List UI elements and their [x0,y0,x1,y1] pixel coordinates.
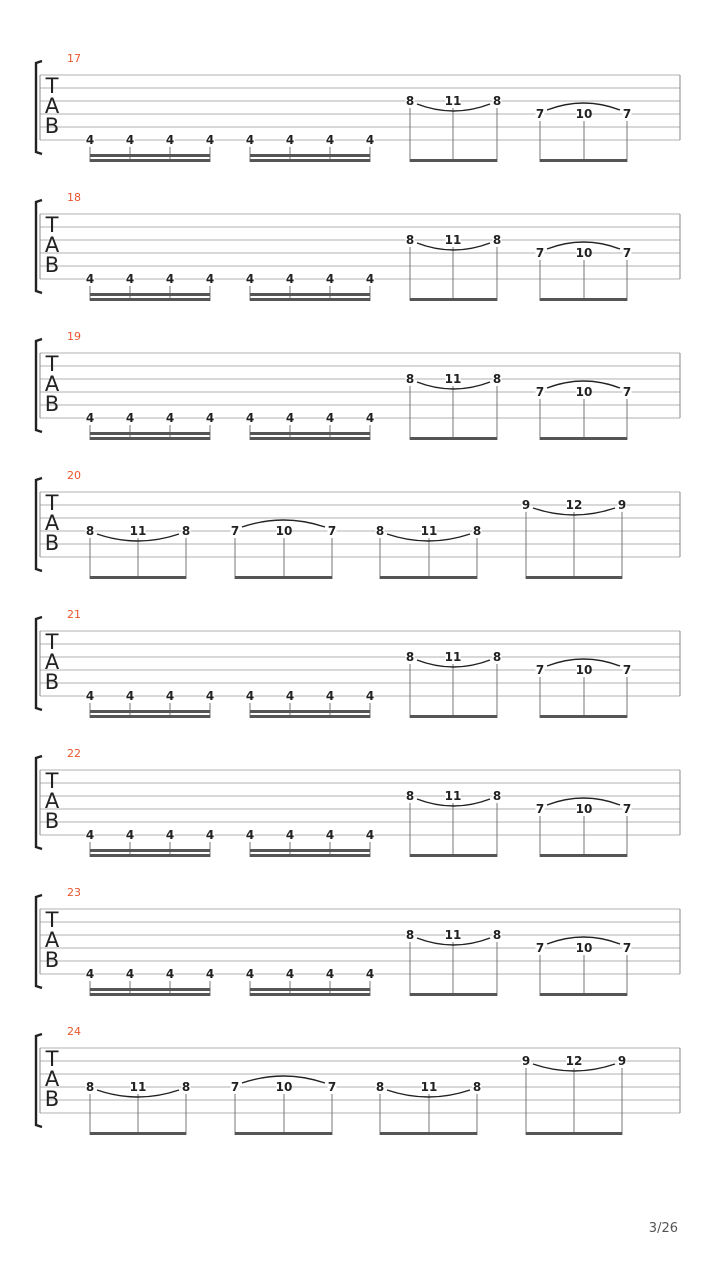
fret-number: 4 [125,828,135,842]
fret-number: 7 [535,107,545,121]
tab-clef-letter: B [44,1087,60,1111]
note-beam [250,854,370,857]
fret-number: 4 [245,967,255,981]
fret-number: 8 [405,928,415,942]
note-beam [90,159,210,162]
measure-number: 21 [67,608,81,621]
tab-system [36,52,680,162]
tab-clef-letter: A [44,650,60,674]
fret-number: 4 [165,272,175,286]
fret-number: 10 [575,385,593,399]
fret-number: 4 [205,828,215,842]
fret-number: 11 [444,372,462,386]
tab-system [36,886,680,996]
tab-system [36,1025,680,1135]
fret-number: 4 [245,411,255,425]
measure-number: 24 [67,1025,81,1038]
note-beam [540,298,627,301]
fret-number: 8 [472,524,482,538]
note-beam [235,576,332,579]
tab-system [36,330,680,440]
note-beam-secondary [90,849,210,852]
fret-number: 4 [85,967,95,981]
note-beam [250,715,370,718]
note-beam-secondary [250,710,370,713]
tab-clef-letter: A [44,928,60,952]
fret-number: 8 [405,94,415,108]
tab-clef-letter: T [45,1047,59,1071]
fret-number: 4 [325,689,335,703]
fret-number: 4 [325,133,335,147]
tab-clef-letter: A [44,372,60,396]
tab-clef-letter: T [45,630,59,654]
fret-number: 4 [125,967,135,981]
note-beam [90,576,186,579]
fret-number: 4 [325,967,335,981]
fret-number: 4 [205,411,215,425]
tab-system [36,191,680,301]
fret-number: 4 [245,272,255,286]
fret-number: 7 [622,246,632,260]
measure-number: 19 [67,330,81,343]
fret-number: 11 [420,524,438,538]
fret-number: 4 [365,828,375,842]
fret-number: 4 [285,828,295,842]
fret-number: 9 [617,1054,627,1068]
fret-number: 4 [125,272,135,286]
fret-number: 9 [617,498,627,512]
fret-number: 4 [125,411,135,425]
note-beam [90,854,210,857]
fret-number: 8 [492,233,502,247]
note-beam-secondary [250,849,370,852]
fret-number: 4 [85,133,95,147]
fret-number: 11 [420,1080,438,1094]
fret-number: 10 [275,1080,293,1094]
fret-number: 8 [181,524,191,538]
fret-number: 7 [327,1080,337,1094]
fret-number: 4 [325,411,335,425]
fret-number: 4 [125,689,135,703]
measure-number: 18 [67,191,81,204]
tab-clef-letter: A [44,233,60,257]
fret-number: 4 [365,272,375,286]
fret-number: 11 [444,789,462,803]
fret-number: 4 [205,967,215,981]
measure-number: 20 [67,469,81,482]
fret-number: 4 [285,967,295,981]
tab-clef-letter: B [44,114,60,138]
fret-number: 4 [205,272,215,286]
fret-number: 4 [365,133,375,147]
fret-number: 4 [165,828,175,842]
fret-number: 8 [85,524,95,538]
note-beam [410,854,497,857]
tab-clef-letter: B [44,809,60,833]
note-beam-secondary [250,432,370,435]
note-beam [380,1132,477,1135]
fret-number: 9 [521,1054,531,1068]
note-beam [410,298,497,301]
tab-clef-letter: T [45,769,59,793]
fret-number: 8 [492,789,502,803]
fret-number: 12 [565,498,583,512]
fret-number: 11 [444,94,462,108]
fret-number: 8 [375,1080,385,1094]
fret-number: 8 [181,1080,191,1094]
note-beam-secondary [250,154,370,157]
fret-number: 4 [205,133,215,147]
page-number: 3/26 [648,1221,678,1236]
note-beam [410,993,497,996]
fret-number: 4 [285,689,295,703]
note-beam [540,715,627,718]
fret-number: 7 [535,385,545,399]
tab-clef-letter: A [44,789,60,813]
note-beam [90,437,210,440]
fret-number: 8 [405,372,415,386]
note-beam-secondary [90,154,210,157]
fret-number: 8 [472,1080,482,1094]
note-beam [250,437,370,440]
fret-number: 8 [492,928,502,942]
note-beam [90,993,210,996]
fret-number: 8 [492,372,502,386]
fret-number: 8 [492,650,502,664]
fret-number: 8 [405,650,415,664]
fret-number: 8 [405,233,415,247]
fret-number: 4 [285,272,295,286]
note-beam [235,1132,332,1135]
tab-clef-letter: B [44,253,60,277]
fret-number: 8 [492,94,502,108]
tab-system [36,608,680,718]
tab-clef-letter: B [44,531,60,555]
fret-number: 11 [444,928,462,942]
note-beam-secondary [90,710,210,713]
fret-number: 4 [325,828,335,842]
note-beam-secondary [90,432,210,435]
fret-number: 4 [85,828,95,842]
fret-number: 7 [622,802,632,816]
note-beam [380,576,477,579]
fret-number: 7 [230,524,240,538]
fret-number: 4 [85,272,95,286]
fret-number: 4 [245,689,255,703]
fret-number: 7 [327,524,337,538]
fret-number: 10 [575,107,593,121]
fret-number: 7 [535,941,545,955]
fret-number: 4 [365,411,375,425]
tab-system [36,747,680,857]
fret-number: 10 [575,246,593,260]
note-beam-secondary [250,293,370,296]
fret-number: 7 [535,802,545,816]
note-beam-secondary [90,293,210,296]
measure-number: 22 [67,747,81,760]
fret-number: 8 [85,1080,95,1094]
tab-clef-letter: A [44,511,60,535]
fret-number: 4 [165,133,175,147]
note-beam [90,715,210,718]
tab-clef-letter: B [44,392,60,416]
fret-number: 7 [230,1080,240,1094]
tab-clef-letter: A [44,94,60,118]
note-beam [250,159,370,162]
fret-number: 10 [575,941,593,955]
fret-number: 10 [275,524,293,538]
fret-number: 11 [129,524,147,538]
tab-clef-letter: B [44,948,60,972]
fret-number: 7 [535,246,545,260]
note-beam [526,1132,622,1135]
fret-number: 8 [405,789,415,803]
fret-number: 10 [575,802,593,816]
fret-number: 10 [575,663,593,677]
fret-number: 4 [285,411,295,425]
fret-number: 7 [622,941,632,955]
fret-number: 7 [622,663,632,677]
tab-clef-letter: A [44,1067,60,1091]
note-beam [540,159,627,162]
note-beam-secondary [250,988,370,991]
note-beam [540,993,627,996]
note-beam [410,437,497,440]
note-beam-secondary [90,988,210,991]
fret-number: 4 [165,411,175,425]
measure-number: 23 [67,886,81,899]
fret-number: 12 [565,1054,583,1068]
note-beam [526,576,622,579]
fret-number: 4 [245,828,255,842]
fret-number: 11 [444,650,462,664]
note-beam [90,298,210,301]
fret-number: 9 [521,498,531,512]
fret-number: 11 [444,233,462,247]
fret-number: 7 [622,107,632,121]
tab-system [36,469,680,579]
note-beam [410,715,497,718]
tab-clef-letter: T [45,74,59,98]
tab-clef-letter: B [44,670,60,694]
fret-number: 4 [165,967,175,981]
fret-number: 4 [245,133,255,147]
measure-number: 17 [67,52,81,65]
fret-number: 4 [325,272,335,286]
fret-number: 4 [365,689,375,703]
fret-number: 4 [85,689,95,703]
fret-number: 7 [622,385,632,399]
fret-number: 4 [165,689,175,703]
tab-clef-letter: T [45,213,59,237]
note-beam [250,993,370,996]
fret-number: 4 [205,689,215,703]
tab-clef-letter: T [45,352,59,376]
fret-number: 4 [85,411,95,425]
fret-number: 4 [285,133,295,147]
note-beam [540,437,627,440]
fret-number: 11 [129,1080,147,1094]
tab-clef-letter: T [45,491,59,515]
tab-clef-letter: T [45,908,59,932]
note-beam [250,298,370,301]
fret-number: 4 [365,967,375,981]
fret-number: 4 [125,133,135,147]
fret-number: 8 [375,524,385,538]
note-beam [540,854,627,857]
note-beam [410,159,497,162]
fret-number: 7 [535,663,545,677]
note-beam [90,1132,186,1135]
